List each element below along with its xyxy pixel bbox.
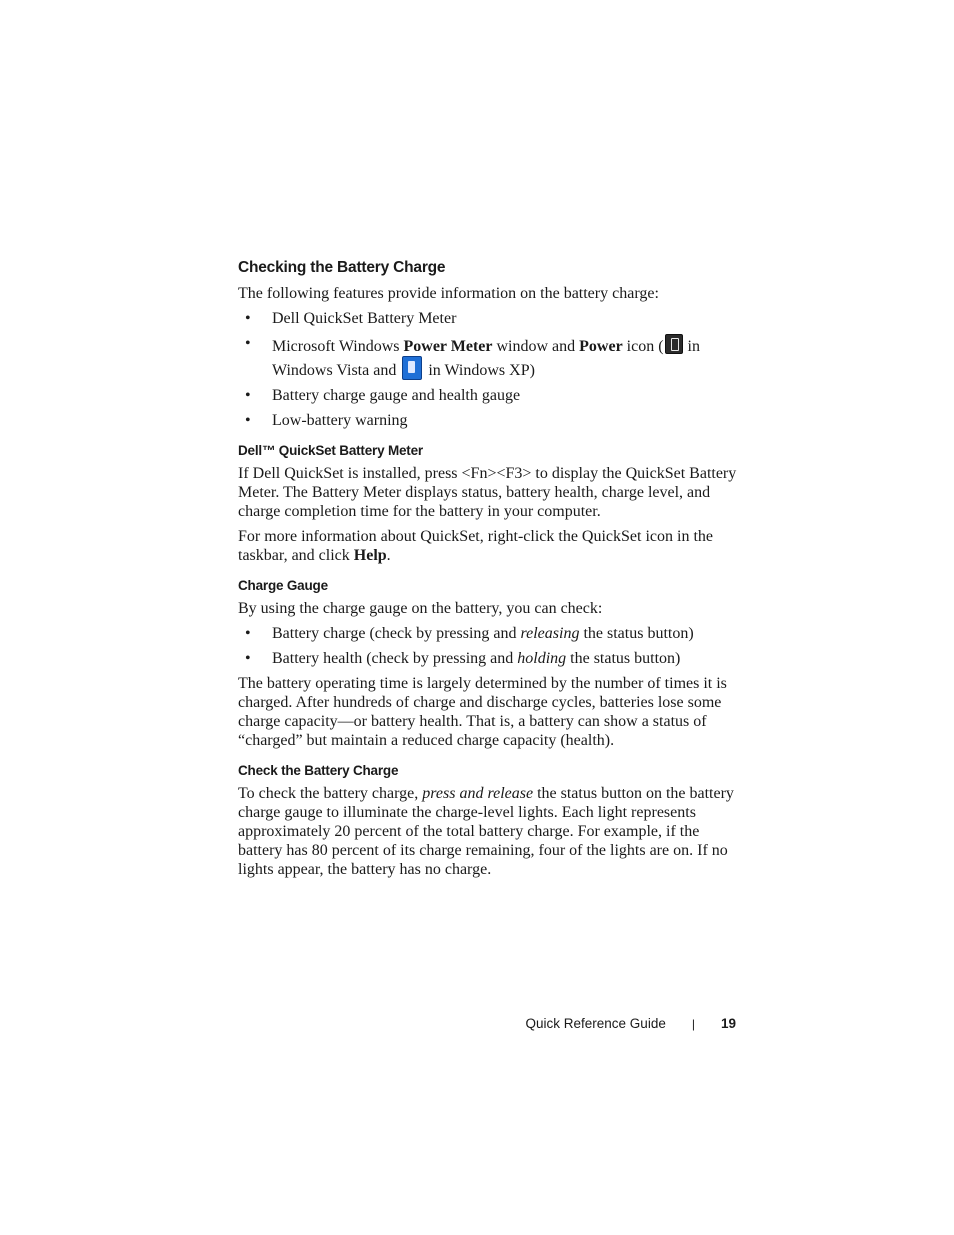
bullet: • xyxy=(245,650,251,667)
subsection-heading-check-charge: Check the Battery Charge xyxy=(238,763,399,778)
gauge-list xyxy=(238,624,738,668)
subsection-heading-charge-gauge: Charge Gauge xyxy=(238,578,328,593)
bullet: • xyxy=(245,335,251,352)
battery-icon-vista xyxy=(665,334,683,354)
page-footer xyxy=(526,1014,736,1034)
gauge-paragraph: The battery operating time is largely determined by the number of times it is charged. After hundreds of charge and discharge cycles, batteries lose some charge capacity—or battery health. That is, a battery can show a status of “charged” but maintain a reduced charge capacity (health). xyxy=(238,675,727,749)
help-label: Help xyxy=(353,547,387,564)
bullet: • xyxy=(245,412,251,429)
list-item: • Battery charge (check by pressing and releasing the status button) xyxy=(245,625,694,642)
feature-list xyxy=(238,309,738,430)
section-heading: Checking the Battery Charge xyxy=(238,259,446,276)
page-content xyxy=(238,258,738,885)
intro-text: The following features provide information on the battery charge: xyxy=(238,285,659,302)
list-item: • Battery charge gauge and health gauge xyxy=(245,387,521,404)
page-number: 19 xyxy=(720,1016,736,1031)
bullet: • xyxy=(245,387,251,404)
list-item: • Low-battery warning xyxy=(245,412,408,429)
subsection-heading-quickset: Dell™ QuickSet Battery Meter xyxy=(238,443,423,458)
bullet: • xyxy=(245,625,251,642)
quickset-help-paragraph: For more information about QuickSet, right-click the QuickSet icon in the taskbar, and click Help. xyxy=(238,528,714,564)
list-item: • Microsoft Windows Power Meter window and Power icon ( in Windows Vista and in Windows XP) xyxy=(245,335,700,379)
list-item: • Battery health (check by pressing and holding the status button) xyxy=(245,650,681,667)
battery-icon-xp xyxy=(402,356,422,380)
footer-guide-title: Quick Reference Guide xyxy=(525,1016,666,1031)
quickset-paragraph: If Dell QuickSet is installed, press <Fn><F3> to display the QuickSet Battery Meter. The Battery Meter displays status, battery health, charge level, and charge completion time for the battery in your computer. xyxy=(238,465,737,520)
bullet: • xyxy=(245,310,251,327)
check-paragraph: To check the battery charge, press and release the status button on the battery charge gauge to illuminate the charge-level lights. Each light represents approximately 20 percent of the total battery charge. For example, if the battery has 80 percent of its charge remaining, four of the lights are on. If no lights appear, the battery has no charge. xyxy=(238,785,734,878)
footer-separator: | xyxy=(691,1017,695,1031)
list-item: • Dell QuickSet Battery Meter xyxy=(245,310,457,327)
power-label: Power xyxy=(579,338,623,355)
gauge-intro: By using the charge gauge on the battery, you can check: xyxy=(238,600,603,617)
power-meter-label: Power Meter xyxy=(403,338,493,355)
